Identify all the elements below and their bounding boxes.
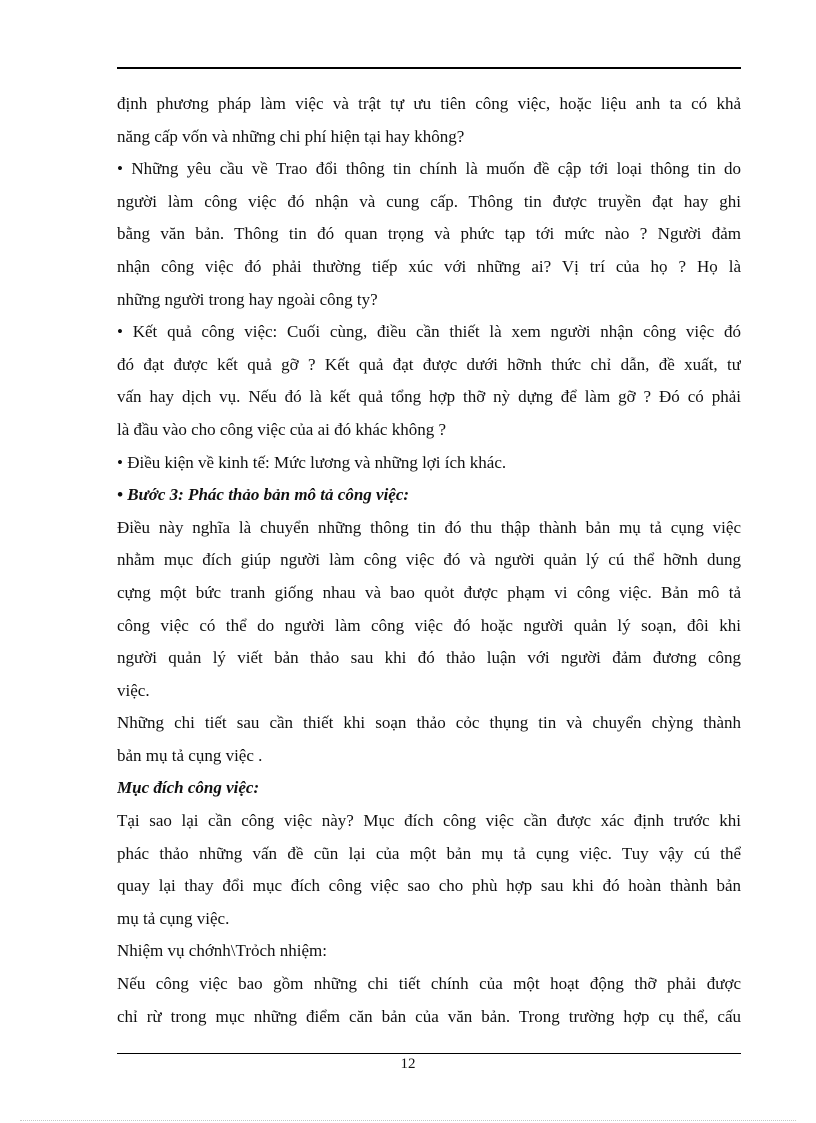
bullet-line: • Những yêu cầu về Trao đổi thông tin chính là muốn đề cập tới loại thông tin do [117,159,741,179]
text-line: đó đạt được kết quả gỡ ? Kết quả đạt được dưới hỡnh thức chỉ dẫn, đề xuất, tư [117,354,741,374]
text-line: Điều này nghĩa là chuyển những thông tin đó thu thập thành bản mụ tả cụng việc [117,517,741,537]
footer-rule [117,1053,741,1054]
text-line: Những chi tiết sau cần thiết khi soạn thảo cỏc thụng tin và chuyển chỳng thành [117,713,741,733]
text-line: Nhiệm vụ chớnh\Trỏch nhiệm: [117,941,327,961]
text-line: vấn hay dịch vụ. Nếu đó là kết quả tổng hợp thỡ nỳ dựng để làm gỡ ? Đó có phải [117,387,741,407]
text-line: mụ tả cụng việc. [117,908,230,928]
text-line: Nếu công việc bao gồm những chi tiết chính của một hoạt động thỡ phải được [117,974,741,994]
text-line: là đầu vào cho công việc của ai đó khác không ? [117,419,447,439]
text-line: cựng một bức tranh giống nhau và bao quỏt được phạm vi công việc. Bản mô tả [117,582,741,602]
text-line: những người trong hay ngoài công ty? [117,289,378,309]
text-line: công việc có thể do người làm công việc đó hoặc người quản lý soạn, đôi khi [117,615,741,635]
text-line: phác thảo những vấn đề cũn lại của một bản mụ tả cụng việc. Tuy vậy cú thể [117,843,741,863]
page-number: 12 [400,1056,416,1072]
bullet-line: • Kết quả công việc: Cuối cùng, điều cần thiết là xem người nhận công việc đó [117,322,741,342]
page-edge-dotted-line [20,1120,796,1121]
text-line: việc. [117,680,150,700]
bullet-line: • Điều kiện về kinh tế: Mức lương và những lợi ích khác. [117,452,507,472]
text-line: bản mụ tả cụng việc . [117,745,263,765]
text-line: định phương pháp làm việc và trật tự ưu tiên công việc, hoặc liệu anh ta có khả [117,94,741,113]
text-line: nhận công việc đó phải thường tiếp xúc với những ai? Vị trí của họ ? Họ là [117,256,741,276]
text-line: nhằm mục đích giúp người làm công việc đó và người quản lý cú thể hỡnh dung [117,550,741,570]
section-heading: Mục đích công việc: [117,778,260,798]
text-line: năng cấp vốn và những chi phí hiện tại hay không? [117,126,465,146]
text-line: quay lại thay đổi mục đích công việc sao cho phù hợp sau khi đó hoàn thành bản [117,876,741,896]
text-line: người làm công việc đó nhận và cung cấp. Thông tin được truyền đạt hay ghi [117,191,741,211]
text-line: Tại sao lại cần công việc này? Mục đích công việc cần được xác định trước khi [117,811,741,831]
header-rule [117,67,741,69]
text-line: bằng văn bản. Thông tin đó quan trọng và phức tạp tới mức nào ? Người đảm [117,224,741,244]
document-body [117,88,741,1033]
step-heading: • Bước 3: Phác thảo bản mô tả công việc: [117,485,410,505]
text-line: chỉ rừ trong mục những điểm căn bản của văn bản. Trong trường hợp cụ thể, cấu [117,1006,741,1026]
text-line: người quản lý viết bản thảo sau khi đó thảo luận với người đảm đương công [117,648,741,668]
